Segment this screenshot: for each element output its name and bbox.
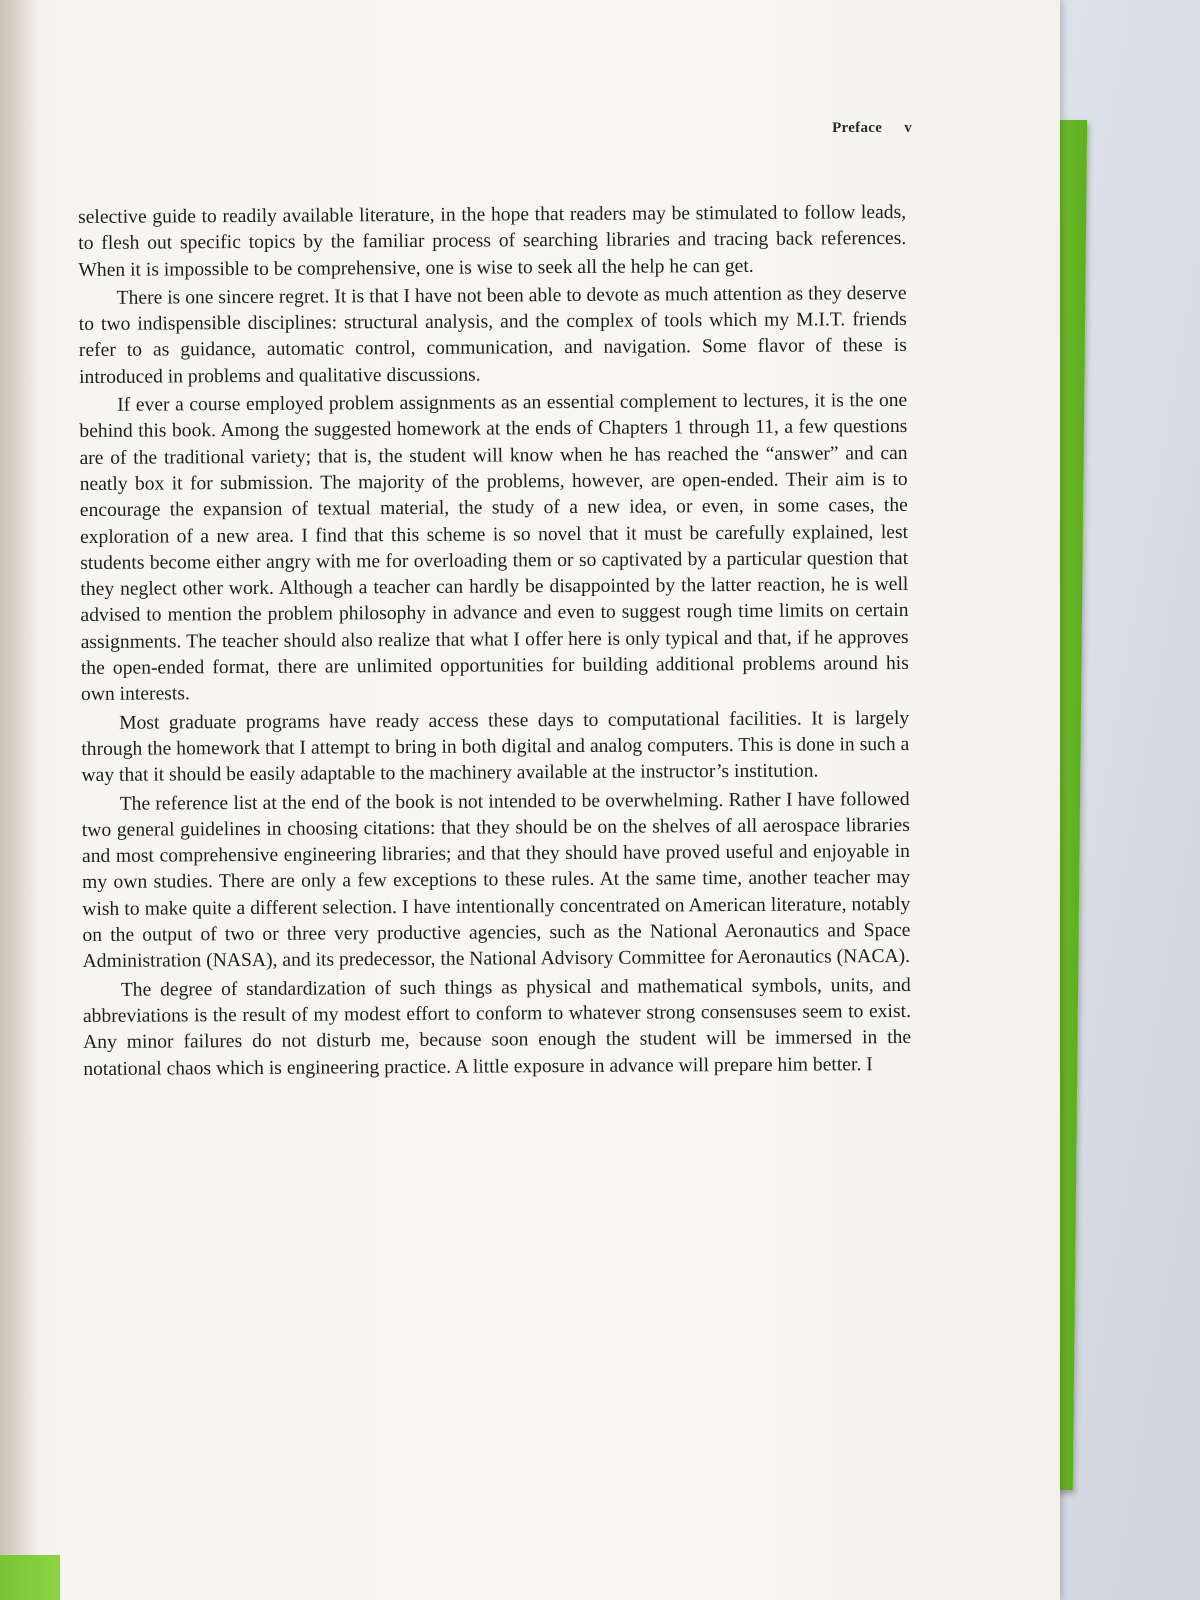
paragraph: The reference list at the end of the book is not intended to be overwhelming. Rather I have followed two general guidelines in choosing citations: that they should be on the shelves of all aerospace libraries and most comprehensive engineering libraries; and that they should have proved useful and enjoyable in my own studies. There are only a few exceptions to these rules. At the same time, another teacher may wish to make quite a different selection. I have intentionally concentrated on American literature, notably on the output of two or three very productive agencies, such as the National Aeronautics and Space Administration (NASA), and its predecessor, the National Advisory Committee for Aeronautics (NACA). bbox=[81, 788, 911, 973]
cover-corner bbox=[0, 1555, 60, 1600]
page-number: v bbox=[904, 120, 912, 136]
paragraph: selective guide to readily available literature, in the hope that readers may be stimulated to follow leads, to flesh out specific topics by the familiar process of searching libraries and tracing back references. When it is impossible to be comprehensive, one is wise to seek all the help he can get. bbox=[78, 201, 907, 281]
paragraph: The degree of standardization of such things as physical and mathematical symbols, units, and abbreviations is the result of my modest effort to conform to whatever strong consensuses seem to exist. Any minor failures do not disturb me, because soon enough the student will be immersed in the notational chaos which is engineering practice. A little exposure in advance will prepare him better. I bbox=[82, 974, 912, 1080]
running-head bbox=[700, 120, 912, 137]
spine-shadow bbox=[0, 0, 40, 1600]
body-text bbox=[78, 200, 911, 1085]
paragraph: If ever a course employed problem assignments as an essential complement to lectures, it is the one behind this book. Among the suggested homework at the ends of Chapters 1 through 11, a few questions are of the traditional variety; that is, the student will know when he has reached the “answer” and can neatly box it for submission. The majority of the problems, however, are open-ended. Their aim is to encourage the expansion of textual material, the study of a new idea, or even, in some cases, the exploration of a new area. I find that this scheme is so novel that it must be carefully explained, lest students become either angry with me for overloading them or so captivated by a particular question that they neglect other work. Although a teacher can hardly be disappointed by the latter reaction, he is well advised to mention the problem philosophy in advance and even to suggest rough time limits on certain assignments. The teacher should also realize that what I offer here is only typical and that, if he approves the open-ended format, there are unlimited opportunities for building additional problems around his own interests. bbox=[79, 390, 909, 706]
paragraph: Most graduate programs have ready access these days to computational facilities. It is largely through the homework that I attempt to bring in both digital and analog computers. This is done in such a way that it should be easily adaptable to the machinery available at the instructor’s institution. bbox=[81, 707, 910, 787]
running-head-title: Preface bbox=[832, 120, 883, 136]
paragraph: There is one sincere regret. It is that I have not been able to devote as much attention as they deserve to two indispensible disciplines: structural analysis, and the complex of tools which my M.I.T. friends refer to as guidance, automatic control, communication, and navigation. Some flavor of these is introduced in problems and qualitative discussions. bbox=[78, 282, 907, 388]
